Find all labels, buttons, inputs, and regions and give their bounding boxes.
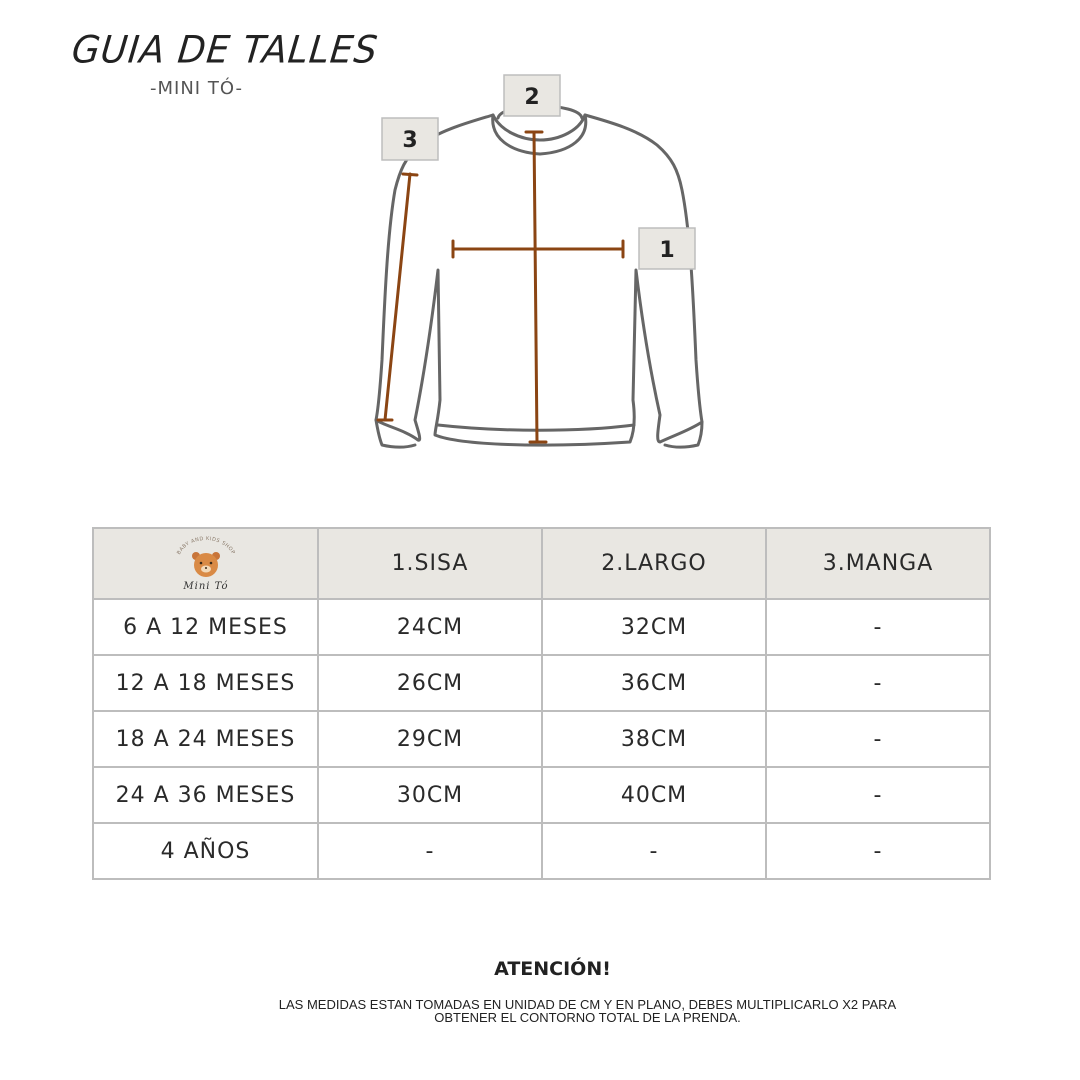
marker-label: 2	[524, 85, 540, 110]
size-cell: 12 A 18 MESES	[93, 655, 318, 711]
bear-icon	[192, 552, 220, 577]
size-cell: 6 A 12 MESES	[93, 599, 318, 655]
largo-cell: 32CM	[542, 599, 766, 655]
marker-2	[504, 75, 560, 116]
measure-line-manga	[385, 174, 410, 420]
table-row	[93, 599, 990, 655]
logo-brand: Mini Tó	[182, 580, 229, 592]
manga-cell: -	[766, 655, 990, 711]
table-header-row	[93, 528, 990, 599]
table-row	[93, 655, 990, 711]
manga-cell: -	[766, 599, 990, 655]
note-line: OBTENER EL CONTORNO TOTAL DE LA PRENDA.	[434, 1010, 741, 1025]
measurement-note	[230, 998, 945, 1024]
marker-3	[382, 118, 438, 160]
mini-to-logo	[166, 534, 246, 594]
page-subtitle: -MINI TÓ-	[150, 78, 243, 99]
largo-cell: 38CM	[542, 711, 766, 767]
measure-lines	[378, 132, 623, 442]
largo-cell: 40CM	[542, 767, 766, 823]
manga-cell: -	[766, 767, 990, 823]
measure-line-largo	[534, 132, 537, 442]
table-row	[93, 711, 990, 767]
manga-cell: -	[766, 711, 990, 767]
col-header-manga: 3.MANGA	[766, 528, 990, 599]
marker-1	[639, 228, 695, 269]
size-cell: 4 AÑOS	[93, 823, 318, 879]
sisa-cell: -	[318, 823, 542, 879]
logo-tagline: BABY AND KIDS SHOP	[175, 535, 236, 556]
manga-cell: -	[766, 823, 990, 879]
size-table	[92, 527, 991, 880]
note-line: LAS MEDIDAS ESTAN TOMADAS EN UNIDAD DE CM Y EN PLANO, DEBES MULTIPLICARLO X2 PARA	[278, 997, 897, 1012]
sweatshirt-diagram	[360, 70, 720, 460]
size-cell: 18 A 24 MESES	[93, 711, 318, 767]
marker-label: 3	[402, 128, 418, 153]
largo-cell: -	[542, 823, 766, 879]
table-row	[93, 767, 990, 823]
marker-label: 1	[659, 238, 675, 263]
sisa-cell: 29CM	[318, 711, 542, 767]
logo-cell	[93, 528, 318, 599]
sisa-cell: 24CM	[318, 599, 542, 655]
size-cell: 24 A 36 MESES	[93, 767, 318, 823]
table-row	[93, 823, 990, 879]
page-title: GUIA DE TALLES	[69, 28, 381, 73]
measure-cap	[403, 174, 417, 175]
attention-heading: ATENCIÓN!	[494, 958, 611, 980]
largo-cell: 36CM	[542, 655, 766, 711]
col-header-largo: 2.LARGO	[542, 528, 766, 599]
sisa-cell: 26CM	[318, 655, 542, 711]
col-header-sisa: 1.SISA	[318, 528, 542, 599]
sisa-cell: 30CM	[318, 767, 542, 823]
